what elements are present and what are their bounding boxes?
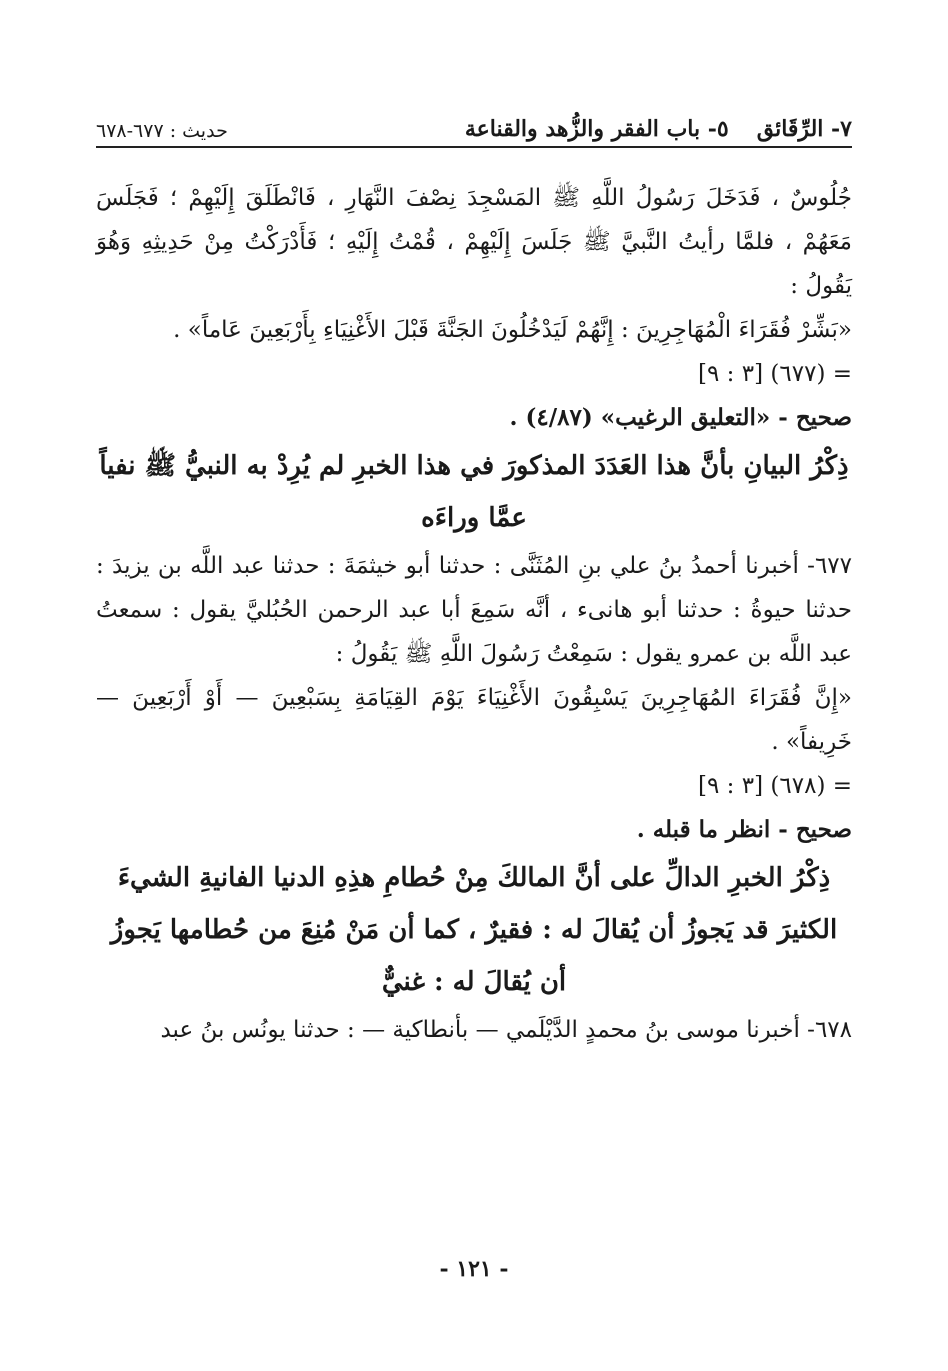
chapter-heading-1: ذِكْرُ البيانِ بأنَّ هذا العَدَدَ المذكورَ في هذا الخبرِ لم يُرِدْ به النبيُّ ﷺ نفياً عمَّا وراءَه xyxy=(99,451,849,533)
chapter-heading-2: ذِكْرُ الخبرِ الدالِّ على أنَّ المالكَ مِنْ حُطامِ هذِهِ الدنيا الفانيةِ الشيءَ الكثيرَ قد يَجوزُ أن يُقالَ له : فقيرٌ ، كما أن مَنْ مُنِعَ من حُطامها يَجوزُ أن يُقالَ له : غنيٌّ xyxy=(110,863,838,997)
running-header xyxy=(96,104,852,148)
grading-678: صحيح - انظر ما قبله . xyxy=(636,816,852,843)
chapter-title: ٧- الرِّقَائق xyxy=(756,116,852,142)
isnad-677: ٦٧٧- أخبرنا أحمدُ بنُ علي بنِ المُثَنَّى : حدثنا أبو خيثمَةَ : حدثنا عبد اللَّه بن يزيدَ : حدثنا حيوةُ : حدثنا أبو هانىء ، أنَّه سَمِعَ أبا عبد الرحمن الحُبُليَّ يقول : سمعتُ عبد اللَّه بن عمرو يقول : سَمِعْتُ رَسُولَ اللَّهِ ﷺ يَقُولُ : xyxy=(96,553,852,667)
grading-677: صحيح - «التعليق الرغيب» (٤/٨٧) . xyxy=(509,404,852,431)
header-titles xyxy=(465,116,852,142)
isnad-678: ٦٧٨- أخبرنا موسى بنُ محمدٍ الدَّيْلَمي — بأنطاكية — : حدثنا يونُس بنُ عبد xyxy=(160,1017,852,1043)
hadith-text-677: «بَشِّرْ فُقَرَاءَ الْمُهَاجِرِينَ : إِنَّهُمْ لَيَدْخُلُونَ الجَنَّةَ قَبْلَ الأَغْنِيَاءِ بِأَرْبَعِينَ عَاماً» . xyxy=(173,317,852,343)
page-content xyxy=(96,176,852,1052)
section-title: ٥- باب الفقر والزُّهد والقناعة xyxy=(464,116,729,142)
page-number: - ١٢١ - xyxy=(439,1256,509,1282)
paragraph-continuation: جُلُوسٌ ، فَدَخَلَ رَسُولُ اللَّهِ ﷺ المَسْجِدَ نِصْفَ النَّهَارِ ، فَانْطَلَقَ إِلَيْهِمْ ؛ فَجَلَسَ مَعَهُمْ ، فلمَّا رأيتُ النَّبيَّ ﷺ جَلَسَ إِلَيْهِمْ ، قُمْتُ إِلَيْهِ ؛ فَأَدْرَكْتُ مِنْ حَدِيثِهِ وَهُوَ يَقُولُ : xyxy=(96,185,852,299)
hadith-text-678: «إِنَّ فُقَرَاءَ المُهَاجِرِينَ يَسْبِقُونَ الأَغْنِيَاءَ يَوْمَ القِيَامَةِ بِسَبْعِينَ — أَوْ أَرْبَعِينَ — خَرِيفاً» . xyxy=(96,685,852,755)
hadith-range: حديث : ٦٧٧-٦٧٨ xyxy=(96,120,228,142)
reference-678: = (٦٧٨) [٣ : ٩] xyxy=(698,773,852,799)
reference-677: = (٦٧٧) [٣ : ٩] xyxy=(698,361,852,387)
